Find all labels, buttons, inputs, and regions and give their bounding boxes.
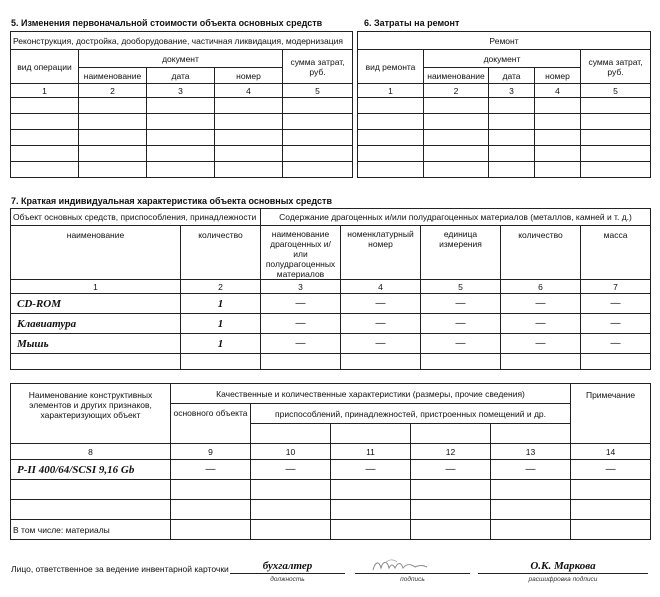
position-line xyxy=(230,573,345,574)
col-num: 6 xyxy=(501,280,581,294)
col-document: документ xyxy=(79,50,283,68)
table-row xyxy=(11,480,651,500)
section6-table xyxy=(357,31,651,178)
cell-dash: — xyxy=(261,314,341,334)
cell-dash: — xyxy=(501,334,581,354)
col-sum: сумма затрат, руб. xyxy=(283,50,353,84)
col-num: 3 xyxy=(147,84,215,98)
col-num: 5 xyxy=(581,84,651,98)
col-num: 3 xyxy=(261,280,341,294)
section5-title: 5. Изменения первоначальной стоимости объекта основных средств xyxy=(11,18,323,28)
col-qty2: количество xyxy=(501,226,581,280)
cell-dash: — xyxy=(581,334,651,354)
col-repair-type: вид ремонта xyxy=(358,50,424,84)
col-qty: количество xyxy=(181,226,261,280)
cell-dash: — xyxy=(501,314,581,334)
col-mass: масса xyxy=(581,226,651,280)
section5-group-header: Реконструкция, достройка, дооборудование, частичная ликвидация, модернизация xyxy=(11,32,353,50)
signature-line xyxy=(355,573,470,574)
item-name: Мышь xyxy=(11,334,181,354)
col-num: 2 xyxy=(181,280,261,294)
col-num: 4 xyxy=(215,84,283,98)
cell-dash: — xyxy=(581,314,651,334)
table-row xyxy=(11,354,651,370)
col-num: 2 xyxy=(79,84,147,98)
col-num: 1 xyxy=(11,84,79,98)
col-num: 13 xyxy=(491,444,571,460)
table-row xyxy=(11,334,651,354)
cell-dash: — xyxy=(421,314,501,334)
cell-dash: — xyxy=(411,460,491,480)
name-caption: расшифровка подписи xyxy=(528,576,598,583)
table-row xyxy=(11,520,651,540)
cell-dash: — xyxy=(421,334,501,354)
col-num: 8 xyxy=(11,444,171,460)
section6-group-header: Ремонт xyxy=(358,32,651,50)
table-row xyxy=(358,98,651,114)
cell-dash: — xyxy=(491,460,571,480)
col-material-name: наименование драгоценных и/или полудрагоценных материалов xyxy=(261,226,341,280)
col-doc-number: номер xyxy=(535,68,581,84)
signature-caption: подпись xyxy=(400,576,425,583)
col-operation: вид операции xyxy=(11,50,79,84)
responsible-label: Лицо, ответственное за ведение инвентарной карточки xyxy=(11,564,229,574)
cell-dash: — xyxy=(571,460,651,480)
characteristics-table xyxy=(10,383,651,540)
cell-dash: — xyxy=(501,294,581,314)
group-characteristics: Качественные и количественные характеристики (размеры, прочие сведения) xyxy=(171,384,571,404)
col-num: 5 xyxy=(283,84,353,98)
section7-title: 7. Краткая индивидуальная характеристика объекта основных средств xyxy=(11,196,332,206)
col-elements: Наименование конструктивных элементов и других признаков, характеризующих объект xyxy=(11,384,171,444)
cell-dash: — xyxy=(341,334,421,354)
group-accessories: приспособлений, принадлежностей, пристроенных помещений и др. xyxy=(251,404,571,424)
section6-title: 6. Затраты на ремонт xyxy=(364,18,460,28)
materials-label: В том числе: материалы xyxy=(11,520,171,540)
col-num: 11 xyxy=(331,444,411,460)
cell-dash: — xyxy=(341,314,421,334)
col-main: основного объекта xyxy=(171,404,251,444)
position-caption: должность xyxy=(270,576,305,583)
col-num: 14 xyxy=(571,444,651,460)
table-row xyxy=(11,500,651,520)
col-document: документ xyxy=(424,50,581,68)
table-row xyxy=(11,294,651,314)
col-doc-number: номер xyxy=(215,68,283,84)
handwritten-signature xyxy=(365,556,460,574)
col-sum: сумма затрат, руб. xyxy=(581,50,651,84)
table-row xyxy=(11,98,353,114)
name-line xyxy=(478,573,648,574)
cell-dash: — xyxy=(171,460,251,480)
table-row xyxy=(358,162,651,178)
col-unit: единица измерения xyxy=(421,226,501,280)
col-num: 7 xyxy=(581,280,651,294)
position-value: бухгалтер xyxy=(262,560,313,572)
col-doc-name: наименование xyxy=(424,68,489,84)
name-value: О.К. Маркова xyxy=(530,560,596,572)
section5-table xyxy=(10,31,353,178)
cell-dash: — xyxy=(341,294,421,314)
cell-dash: — xyxy=(331,460,411,480)
element-name: P-II 400/64/SCSI 9,16 Gb xyxy=(11,460,171,480)
table-row xyxy=(11,114,353,130)
table-row xyxy=(11,460,651,480)
item-name: CD-ROM xyxy=(11,294,181,314)
table-row xyxy=(358,146,651,162)
item-qty: 1 xyxy=(181,334,261,354)
item-qty: 1 xyxy=(181,314,261,334)
col-num: 5 xyxy=(421,280,501,294)
col-doc-date: дата xyxy=(147,68,215,84)
col-num: 1 xyxy=(358,84,424,98)
col-num: 9 xyxy=(171,444,251,460)
table-row xyxy=(11,162,353,178)
col-name: наименование xyxy=(11,226,181,280)
item-name: Клавиатура xyxy=(11,314,181,334)
table-row xyxy=(11,130,353,146)
section7-table xyxy=(10,208,651,370)
col-num: 1 xyxy=(11,280,181,294)
col-doc-name: наименование xyxy=(79,68,147,84)
col-num: 12 xyxy=(411,444,491,460)
col-num: 10 xyxy=(251,444,331,460)
cell-dash: — xyxy=(581,294,651,314)
cell-dash: — xyxy=(421,294,501,314)
col-doc-date: дата xyxy=(489,68,535,84)
item-qty: 1 xyxy=(181,294,261,314)
col-num: 4 xyxy=(535,84,581,98)
cell-dash: — xyxy=(261,334,341,354)
table-row xyxy=(358,114,651,130)
cell-dash: — xyxy=(251,460,331,480)
section7-group-right: Содержание драгоценных и/или полудрагоценных материалов (металлов, камней и т. д.) xyxy=(261,209,651,226)
col-num: 4 xyxy=(341,280,421,294)
col-note: Примечание xyxy=(571,384,651,444)
col-nomenclature: номенклатурный номер xyxy=(341,226,421,280)
table-row xyxy=(11,146,353,162)
table-row xyxy=(358,130,651,146)
section7-group-left: Объект основных средств, приспособления, принадлежности xyxy=(11,209,261,226)
col-num: 3 xyxy=(489,84,535,98)
table-row xyxy=(11,314,651,334)
col-num: 2 xyxy=(424,84,489,98)
cell-dash: — xyxy=(261,294,341,314)
